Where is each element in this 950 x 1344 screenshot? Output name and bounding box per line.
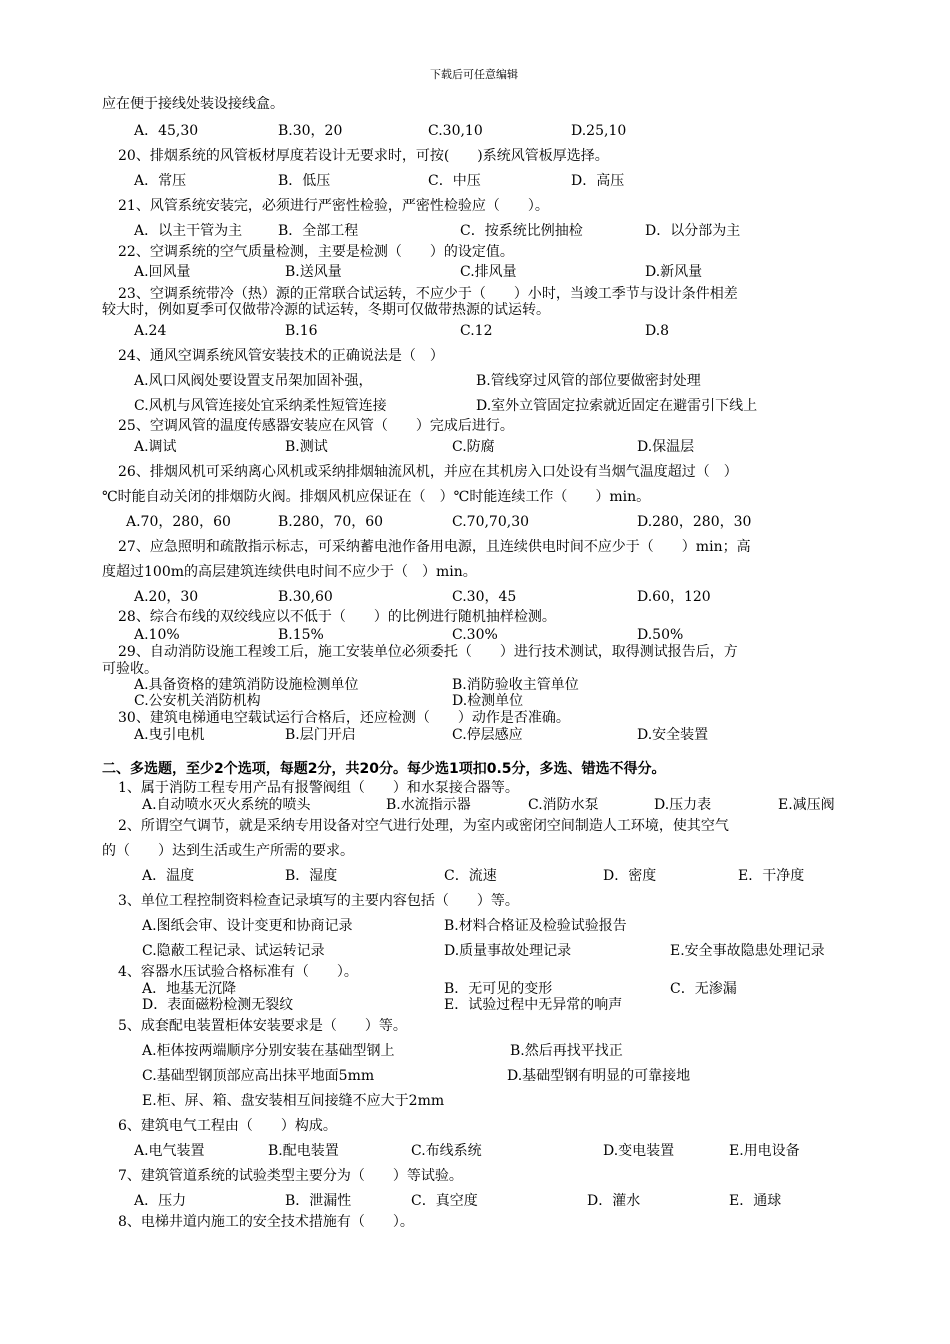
text-line: C.排风量 [460, 264, 517, 280]
text-line: 2、所谓空气调节，就是采纳专用设备对空气进行处理，为室内或密闭空间制造人工环境，使其空气 [118, 818, 729, 834]
text-line: B.水流指示器 [386, 797, 471, 813]
text-line: B.16 [285, 323, 318, 339]
text-line: D.室外立管固定拉索就近固定在避雷引下线上 [476, 398, 758, 414]
text-line: 23、空调系统带冷（热）源的正常联合试运转，不应少于（ ）小时，当竣工季节与设计条件相差 [118, 286, 738, 302]
text-line: C.防腐 [452, 439, 495, 455]
text-line: 30、建筑电梯通电空载试运行合格后，还应检测（ ）动作是否准确。 [118, 710, 570, 726]
text-line: C.隐蔽工程记录、试运转记录 [142, 943, 325, 959]
text-line: D．密度 [603, 868, 657, 884]
text-line: A．45,30 [134, 123, 199, 139]
text-line: D．高压 [571, 173, 625, 189]
text-line: 5、成套配电装置柜体安装要求是（ ）等。 [118, 1018, 407, 1034]
text-line: D.基础型钢有明显的可靠接地 [507, 1068, 691, 1084]
text-line: B.层门开启 [285, 727, 356, 743]
text-line: D.变电装置 [603, 1143, 675, 1159]
text-line: A.图纸会审、设计变更和协商记录 [142, 918, 353, 934]
text-line: D.25,10 [571, 123, 627, 139]
text-line: C.消防水泵 [528, 797, 599, 813]
text-line: E．通球 [729, 1193, 782, 1209]
text-line: D.质量事故处理记录 [444, 943, 572, 959]
text-line: C.30% [452, 627, 498, 643]
text-line: C.风机与风管连接处宜采纳柔性短管连接 [134, 398, 387, 414]
text-line: B.消防验收主管单位 [452, 677, 579, 693]
text-line: C．按系统比例抽检 [460, 223, 583, 239]
text-line: 24、通风空调系统风管安装技术的正确说法是（ ） [118, 348, 444, 364]
text-line: D．表面磁粉检测无裂纹 [142, 997, 294, 1013]
text-line: C.12 [460, 323, 493, 339]
text-line: C.布线系统 [411, 1143, 482, 1159]
text-line: 1、属于消防工程专用产品有报警阀组（ ）和水泵接合器等。 [118, 780, 519, 796]
text-line: D.新风量 [645, 264, 703, 280]
text-line: D.保温层 [637, 439, 695, 455]
text-line: 29、自动消防设施工程竣工后，施工安装单位必须委托（ ）进行技术测试，取得测试报告后，方 [118, 644, 738, 660]
text-line: D．灌水 [587, 1193, 641, 1209]
text-line: A．压力 [134, 1193, 187, 1209]
text-line: B.送风量 [285, 264, 342, 280]
text-line: C．流速 [444, 868, 497, 884]
text-line: A.回风量 [134, 264, 191, 280]
text-line: 28、综合布线的双绞线应以不低于（ ）的比例进行随机抽样检测。 [118, 609, 556, 625]
text-line: 7、建筑管道系统的试验类型主要分为（ ）等试验。 [118, 1168, 463, 1184]
text-line: B．无可见的变形 [444, 981, 553, 997]
text-line: D.280，280，30 [637, 514, 752, 530]
text-line: B.30,60 [278, 589, 333, 605]
text-line: D.检测单位 [452, 693, 524, 709]
text-line: E.柜、屏、箱、盘安装相互间接缝不应大于2mm [142, 1093, 445, 1109]
text-line: A．温度 [142, 868, 195, 884]
text-line: B.材料合格证及检验试验报告 [444, 918, 627, 934]
text-line: E.用电设备 [729, 1143, 800, 1159]
text-line: 应在便于接线处装设接线盒。 [102, 96, 284, 112]
text-line: 3、单位工程控制资料检查记录填写的主要内容包括（ ）等。 [118, 893, 519, 909]
text-line: 21、风管系统安装完，必须进行严密性检验，严密性检验应（ ）。 [118, 198, 549, 214]
text-line: C.停层感应 [452, 727, 523, 743]
text-line: A.曳引电机 [134, 727, 205, 743]
text-line: D.压力表 [654, 797, 712, 813]
text-line: B．泄漏性 [285, 1193, 352, 1209]
text-line: 度超过100m的高层建筑连续供电时间不应少于（ ）min。 [102, 564, 477, 580]
text-line: A.风口风阀处要设置支吊架加固补强， [134, 373, 373, 389]
text-line: A.具备资格的建筑消防设施检测单位 [134, 677, 359, 693]
text-line: A．地基无沉降 [142, 981, 237, 997]
text-line: D.60，120 [637, 589, 711, 605]
text-line: E.安全事故隐患处理记录 [670, 943, 825, 959]
text-line: A．以主干管为主 [134, 223, 243, 239]
text-line: C.基础型钢顶部应高出抹平地面5mm [142, 1068, 375, 1084]
text-line: 27、应急照明和疏散指示标志，可采纳蓄电池作备用电源，且连续供电时间不应少于（ ）min；高 [118, 539, 751, 555]
text-line: C.公安机关消防机构 [134, 693, 261, 709]
text-line: A.自动喷水灭火系统的喷头 [142, 797, 311, 813]
text-line: B.280，70，60 [278, 514, 384, 530]
text-line: C．真空度 [411, 1193, 478, 1209]
text-line: B.测试 [285, 439, 328, 455]
text-line: C．无渗漏 [670, 981, 737, 997]
text-line: 25、空调风管的温度传感器安装应在风管（ ）完成后进行。 [118, 418, 514, 434]
text-line: 26、排烟风机可采纳离心风机或采纳排烟轴流风机，并应在其机房入口处设有当烟气温度超过（ ） [118, 464, 738, 480]
text-line: D.安全装置 [637, 727, 709, 743]
text-line: 20、排烟系统的风管板材厚度若设计无要求时，可按( )系统风管板厚选择。 [118, 148, 609, 164]
text-line: A.20，30 [134, 589, 199, 605]
text-line: A．常压 [134, 173, 187, 189]
text-line: B.然后再找平找正 [510, 1043, 623, 1059]
text-line: D．以分部为主 [645, 223, 741, 239]
text-line: C.70,70,30 [452, 514, 530, 530]
text-line: C．中压 [428, 173, 481, 189]
text-line: A.10% [134, 627, 180, 643]
text-line: E．干净度 [738, 868, 805, 884]
text-line: C.30,10 [428, 123, 483, 139]
text-line: D.8 [645, 323, 670, 339]
text-line: A.电气装置 [134, 1143, 205, 1159]
text-line: D.50% [637, 627, 684, 643]
text-line: 的（ ）达到生活或生产所需的要求。 [102, 843, 354, 859]
text-line: 22、空调系统的空气质量检测，主要是检测（ ）的设定值。 [118, 244, 514, 260]
text-line: E．试验过程中无异常的响声 [444, 997, 623, 1013]
text-line: 较大时，例如夏季可仅做带冷源的试运转，冬期可仅做带热源的试运转。 [102, 302, 550, 318]
text-line: A.24 [134, 323, 167, 339]
text-line: B.管线穿过风管的部位要做密封处理 [476, 373, 701, 389]
text-line: B.15% [278, 627, 324, 643]
text-line: A.柜体按两端顺序分别安装在基础型钢上 [142, 1043, 395, 1059]
text-line: A.调试 [134, 439, 177, 455]
text-line: C.30，45 [452, 589, 517, 605]
text-line: 6、建筑电气工程由（ ）构成。 [118, 1118, 337, 1134]
section-heading: 二、多选题，至少2个选项，每题2分，共20分。每少选1项扣0.5分，多选、错选不得分。 [102, 761, 666, 777]
text-line: B．全部工程 [278, 223, 359, 239]
text-line: B.配电装置 [268, 1143, 339, 1159]
text-line: A.70，280，60 [126, 514, 231, 530]
text-line: B.30，20 [278, 123, 343, 139]
text-line: 4、容器水压试验合格标准有（ ）。 [118, 964, 358, 980]
text-line: ℃时能自动关闭的排烟防火阀。排烟风机应保证在（ ）℃时能连续工作（ ）min。 [102, 489, 651, 505]
text-line: E.减压阀 [778, 797, 835, 813]
text-line: B．低压 [278, 173, 331, 189]
text-line: 8、电梯井道内施工的安全技术措施有（ ）。 [118, 1214, 414, 1230]
page-header: 下载后可任意编辑 [430, 68, 518, 81]
text-line: B．湿度 [285, 868, 338, 884]
text-line: 可验收。 [102, 661, 158, 677]
